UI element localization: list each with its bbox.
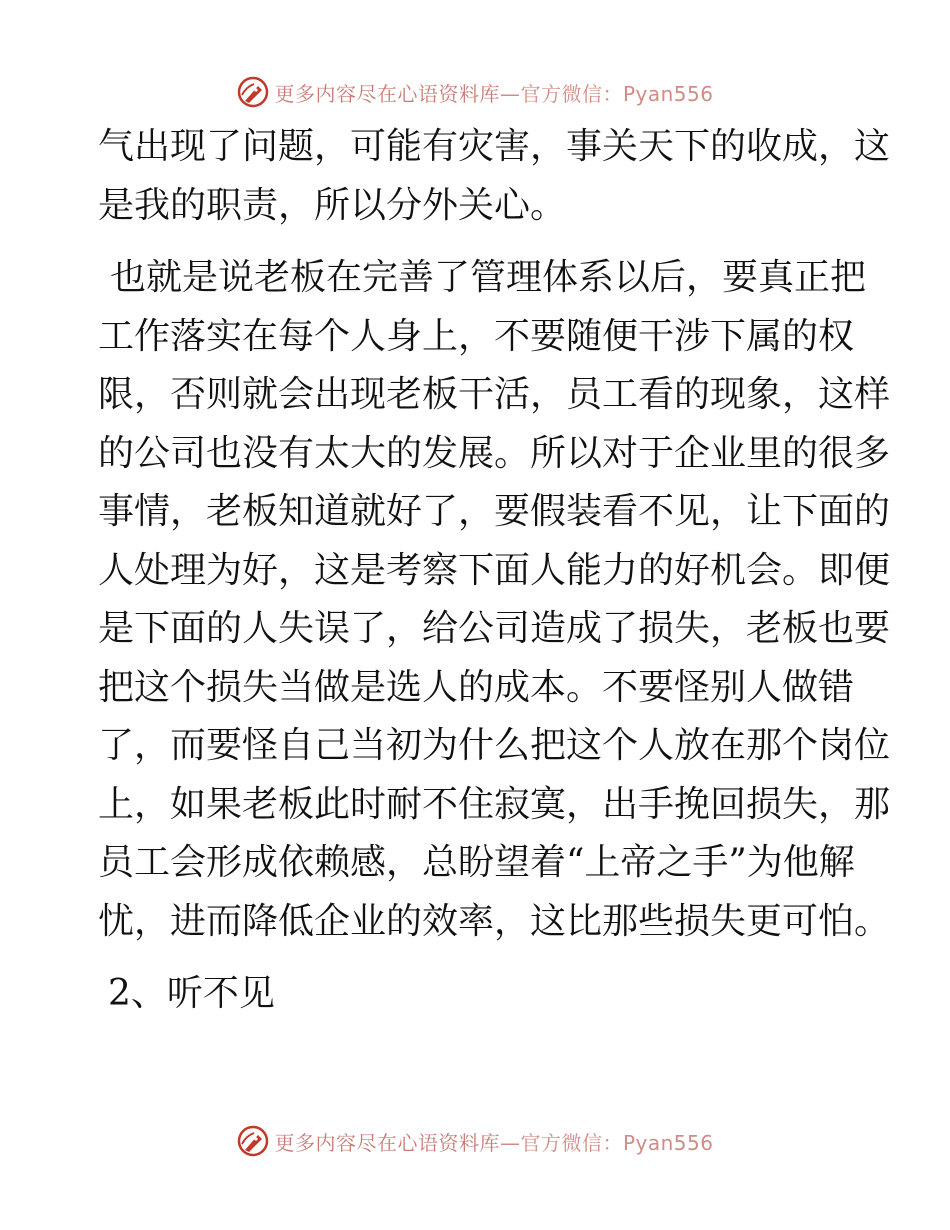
footer-banner-title: 更多内容尽在心语资料库 <box>274 1130 500 1155</box>
paragraph-2-line: 上，如果老板此时耐不住寂寞，出手挽回损失，那 <box>98 783 891 825</box>
pen-nib-logo-icon <box>236 1124 270 1158</box>
document-body <box>98 118 891 1024</box>
paragraph-1 <box>98 118 891 235</box>
paragraph-2-line: 限，否则就会出现老板干活，员工看的现象，这样 <box>98 374 891 415</box>
header-banner-text <box>274 78 713 107</box>
paragraph-2-line: 事情，老板知道就好了，要假装看不见，让下面的 <box>98 491 891 532</box>
paragraph-2-line: 把这个损失当做是选人的成本。不要怪别人做错 <box>98 666 855 708</box>
header-banner-title: 更多内容尽在心语资料库 <box>274 81 500 106</box>
pen-nib-logo-icon <box>236 75 270 109</box>
paragraph-1-line: 是我的职责，所以分外关心。 <box>98 184 567 226</box>
header-banner-wechat: —官方微信：Pyan556 <box>499 81 714 106</box>
paragraph-2-line: 也就是说老板在完善了管理体系以后，要真正把 <box>110 257 867 298</box>
paragraph-1-line: 气出现了问题，可能有灾害，事关天下的收成，这 <box>98 126 891 167</box>
paragraph-2-line: 忧，进而降低企业的效率，这比那些损失更可怕。 <box>98 900 891 942</box>
section-heading: 2、听不见 <box>108 973 275 1014</box>
paragraph-2-line: 是下面的人失误了，给公司造成了损失，老板也要 <box>98 608 891 649</box>
header-banner <box>0 72 950 112</box>
paragraph-2-line: 员工会形成依赖感，总盼望着“上帝之手”为他解 <box>98 842 855 883</box>
paragraph-2-line: 人处理为好，这是考察下面人能力的好机会。即便 <box>98 549 891 591</box>
footer-banner <box>0 1121 950 1161</box>
footer-banner-text <box>274 1127 713 1156</box>
paragraph-2 <box>98 249 891 951</box>
paragraph-2-line: 的公司也没有太大的发展。所以对于企业里的很多 <box>98 432 891 474</box>
paragraph-2-line: 了，而要怪自己当初为什么把这个人放在那个岗位 <box>98 725 891 766</box>
paragraph-2-line: 工作落实在每个人身上，不要随便干涉下属的权 <box>98 315 855 357</box>
footer-banner-wechat: —官方微信：Pyan556 <box>499 1130 714 1155</box>
